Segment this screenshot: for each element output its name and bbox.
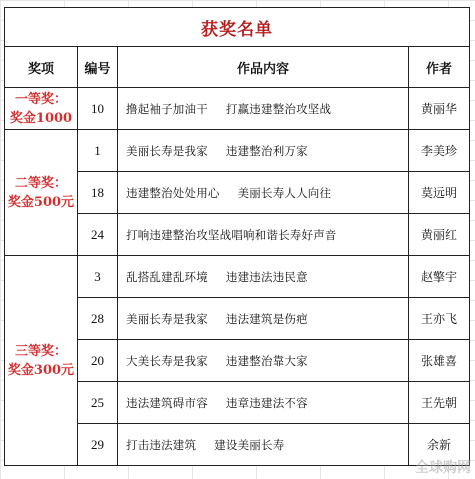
slogan-part-1: 美丽长寿是我家	[126, 311, 208, 326]
award-prize: 奖金500元	[7, 194, 75, 210]
entry-number: 18	[78, 172, 118, 214]
entry-content	[118, 88, 409, 130]
entry-content	[118, 130, 409, 172]
entry-author: 赵擎宇	[409, 256, 470, 298]
award-first-prize	[5, 88, 78, 130]
entry-content	[118, 298, 409, 340]
header-content: 作品内容	[118, 47, 409, 88]
table-row	[5, 88, 470, 130]
slogan-part-1: 违建整治处处用心	[126, 185, 220, 200]
entry-author: 黄丽红	[409, 214, 470, 256]
award-prize: 奖金300元	[7, 362, 75, 378]
entry-number: 10	[78, 88, 118, 130]
entry-number: 1	[78, 130, 118, 172]
slogan-part-1: 撸起袖子加油干	[126, 101, 208, 116]
slogan-part-2: 违建违法违民意	[225, 269, 308, 284]
award-label: 二等奖：	[14, 175, 67, 191]
slogan-part-2: 建设美丽长寿	[214, 437, 285, 452]
site-watermark: 全球购网	[415, 460, 471, 476]
header-award: 奖项	[5, 47, 78, 88]
entry-content	[118, 214, 409, 256]
slogan-part-2: 违章违建法不容	[225, 395, 308, 410]
table-title: 获奖名单	[5, 8, 470, 47]
slogan-part-1: 打响违建整治攻坚战	[126, 227, 232, 242]
award-label: 一等奖：	[14, 91, 67, 107]
entry-number: 29	[78, 424, 118, 466]
award-prize: 奖金1000	[9, 110, 73, 126]
entry-author: 莫远明	[409, 172, 470, 214]
award-list-table	[4, 7, 470, 466]
award-third-prize	[5, 256, 78, 466]
entry-author: 李美珍	[409, 130, 470, 172]
slogan-part-1: 违法建筑碍市容	[126, 395, 208, 410]
entry-content	[118, 256, 409, 298]
slogan-part-2: 唱响和谐长寿好声音	[231, 227, 337, 242]
entry-author: 余新	[409, 424, 470, 466]
entry-author: 王亦飞	[409, 298, 470, 340]
entry-author: 黄丽华	[409, 88, 470, 130]
slogan-part-1: 打击违法建筑	[126, 437, 197, 452]
entry-content	[118, 424, 409, 466]
table-row	[5, 130, 470, 172]
award-label: 三等奖：	[14, 343, 67, 359]
entry-content	[118, 172, 409, 214]
entry-author: 王先朝	[409, 382, 470, 424]
entry-number: 24	[78, 214, 118, 256]
slogan-part-2: 违法建筑是伤疤	[225, 311, 308, 326]
slogan-part-1: 乱搭乱建乱环境	[126, 269, 208, 284]
slogan-part-1: 美丽长寿是我家	[126, 143, 208, 158]
slogan-part-2: 违建整治靠大家	[225, 353, 308, 368]
entry-content	[118, 340, 409, 382]
slogan-part-1: 大美长寿是我家	[126, 353, 208, 368]
entry-number: 20	[78, 340, 118, 382]
entry-author: 张雄喜	[409, 340, 470, 382]
entry-number: 25	[78, 382, 118, 424]
slogan-part-2: 打赢违建整治攻坚战	[225, 101, 332, 116]
slogan-part-2: 违建整治利万家	[225, 143, 308, 158]
award-second-prize	[5, 130, 78, 256]
table-row	[5, 256, 470, 298]
header-author: 作者	[409, 47, 470, 88]
entry-number: 3	[78, 256, 118, 298]
slogan-part-2: 美丽长寿人人向往	[237, 185, 332, 200]
entry-number: 28	[78, 298, 118, 340]
header-number: 编号	[78, 47, 118, 88]
entry-content	[118, 382, 409, 424]
